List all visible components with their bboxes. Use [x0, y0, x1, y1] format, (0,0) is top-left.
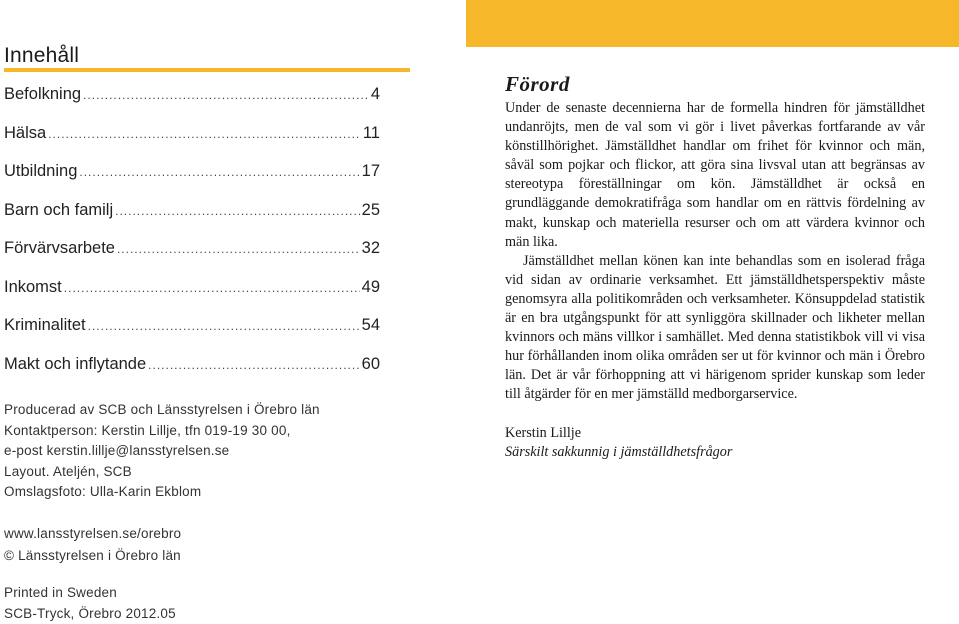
toc-item-label: Förvärvsarbete: [4, 239, 115, 257]
toc-item-label: Befolkning: [4, 85, 82, 103]
toc-item-page: 32: [361, 239, 380, 257]
toc-item-page: 11: [362, 123, 380, 142]
toc-dot-leader: [117, 242, 360, 256]
toc-item-label: Makt och inflytande: [4, 354, 147, 373]
website-link[interactable]: www.lansstyrelsen.se/orebro: [4, 526, 182, 541]
foreword-title: Förord: [505, 72, 570, 96]
printer-info: SCB-Tryck, Örebro 2012.05: [4, 606, 176, 621]
print-info: [4, 582, 176, 624]
copyright-notice: © Länsstyrelsen i Örebro län: [4, 548, 181, 563]
toc-item-makt-och-inflytande[interactable]: [4, 355, 380, 394]
toc-list: [4, 85, 380, 393]
toc-dot-leader: [115, 204, 360, 218]
foreword-paragraph-2: Jämställdhet mellan könen kan inte behandlas som en isolerad fråga vid sidan av ordinarie verksamhet. Ett jämställdhetsperspektiv måste genomsyra alla politikområden och verksamheter. Könsuppdelad statistik är en bra utgångspunkt för att synliggöra skillnader och likheter mellan kvinnors och mäns villkor i samhället. Med denna statistikbok vill vi visa hur förhållanden inom olika områden ser ut för kvinnor och män i Örebro län. Det är vår förhoppning att vi härigenom sprider kunskap som leder till åtgärder för en mer jämställd medborgarservice.: [505, 252, 925, 403]
toc-item-page: 60: [361, 354, 380, 373]
toc-item-label: Barn och familj: [4, 200, 114, 219]
signature-name: Kerstin Lillje: [505, 424, 582, 441]
toc-dot-leader: [88, 319, 360, 333]
credits-contact: Kontaktperson: Kerstin Lillje, tfn 019-19 30 00,: [4, 422, 291, 438]
toc-item-label: Hälsa: [4, 123, 47, 142]
toc-dot-leader: [79, 165, 359, 179]
printed-country: Printed in Sweden: [4, 585, 117, 600]
toc-item-page: 17: [361, 162, 380, 180]
accent-header-bar: [466, 0, 959, 47]
toc-item-page: 54: [361, 316, 380, 334]
toc-item-page: 4: [370, 85, 380, 103]
toc-item-befolkning[interactable]: [4, 85, 380, 124]
toc-dot-leader: [64, 281, 360, 295]
credits-cover-photo: Omslagsfoto: Ulla-Karin Ekblom: [4, 484, 202, 499]
credits-block: [4, 400, 320, 503]
toc-item-utbildning[interactable]: [4, 162, 380, 201]
credits-produced: Producerad av SCB och Länsstyrelsen i Örebro län: [4, 402, 320, 417]
toc-item-label: Utbildning: [4, 162, 78, 180]
signature-role: Särskilt sakkunnig i jämställdhetsfrågor: [505, 443, 733, 460]
foreword-section: [505, 72, 925, 462]
signature: [505, 424, 925, 462]
toc-dot-leader: [83, 88, 369, 102]
toc-dot-leader: [48, 127, 361, 141]
toc-accent-rule: [4, 68, 410, 72]
toc-item-barn-och-familj[interactable]: [4, 201, 380, 240]
toc-item-label: Kriminalitet: [4, 316, 86, 334]
credits-email[interactable]: e-post kerstin.lillje@lansstyrelsen.se: [4, 443, 230, 458]
toc-item-label: Inkomst: [4, 277, 62, 296]
toc-dot-leader: [148, 358, 359, 372]
credits-layout: Layout. Ateljén, SCB: [4, 463, 132, 479]
toc-item-inkomst[interactable]: [4, 278, 380, 317]
toc-item-halsa[interactable]: [4, 124, 380, 163]
toc-title: Innehåll: [4, 44, 80, 67]
toc-item-forvarvsarbete[interactable]: [4, 239, 380, 278]
toc-item-page: 25: [361, 200, 380, 219]
web-block: [4, 523, 181, 567]
toc-item-page: 49: [361, 277, 380, 296]
toc-item-kriminalitet[interactable]: [4, 316, 380, 355]
foreword-paragraph-1: Under de senaste decennierna har de formella hindren för jämställdhet undanröjts, men de val som vi gör i livet påverkas fortfarande av vår könstillhörighet. Jämställdhet handlar om frihet för kvinnor och män, såväl som pojkar och flickor, att göra sina livsval utan att begränsas av stereotypa föreställningar om kön. Jämställdhet är också en grundläggande demokratifråga som handlar om en rättvis fördelning av makt, kunskap och materiella resurser och om att värdera kvinnor och män lika.: [505, 100, 925, 250]
